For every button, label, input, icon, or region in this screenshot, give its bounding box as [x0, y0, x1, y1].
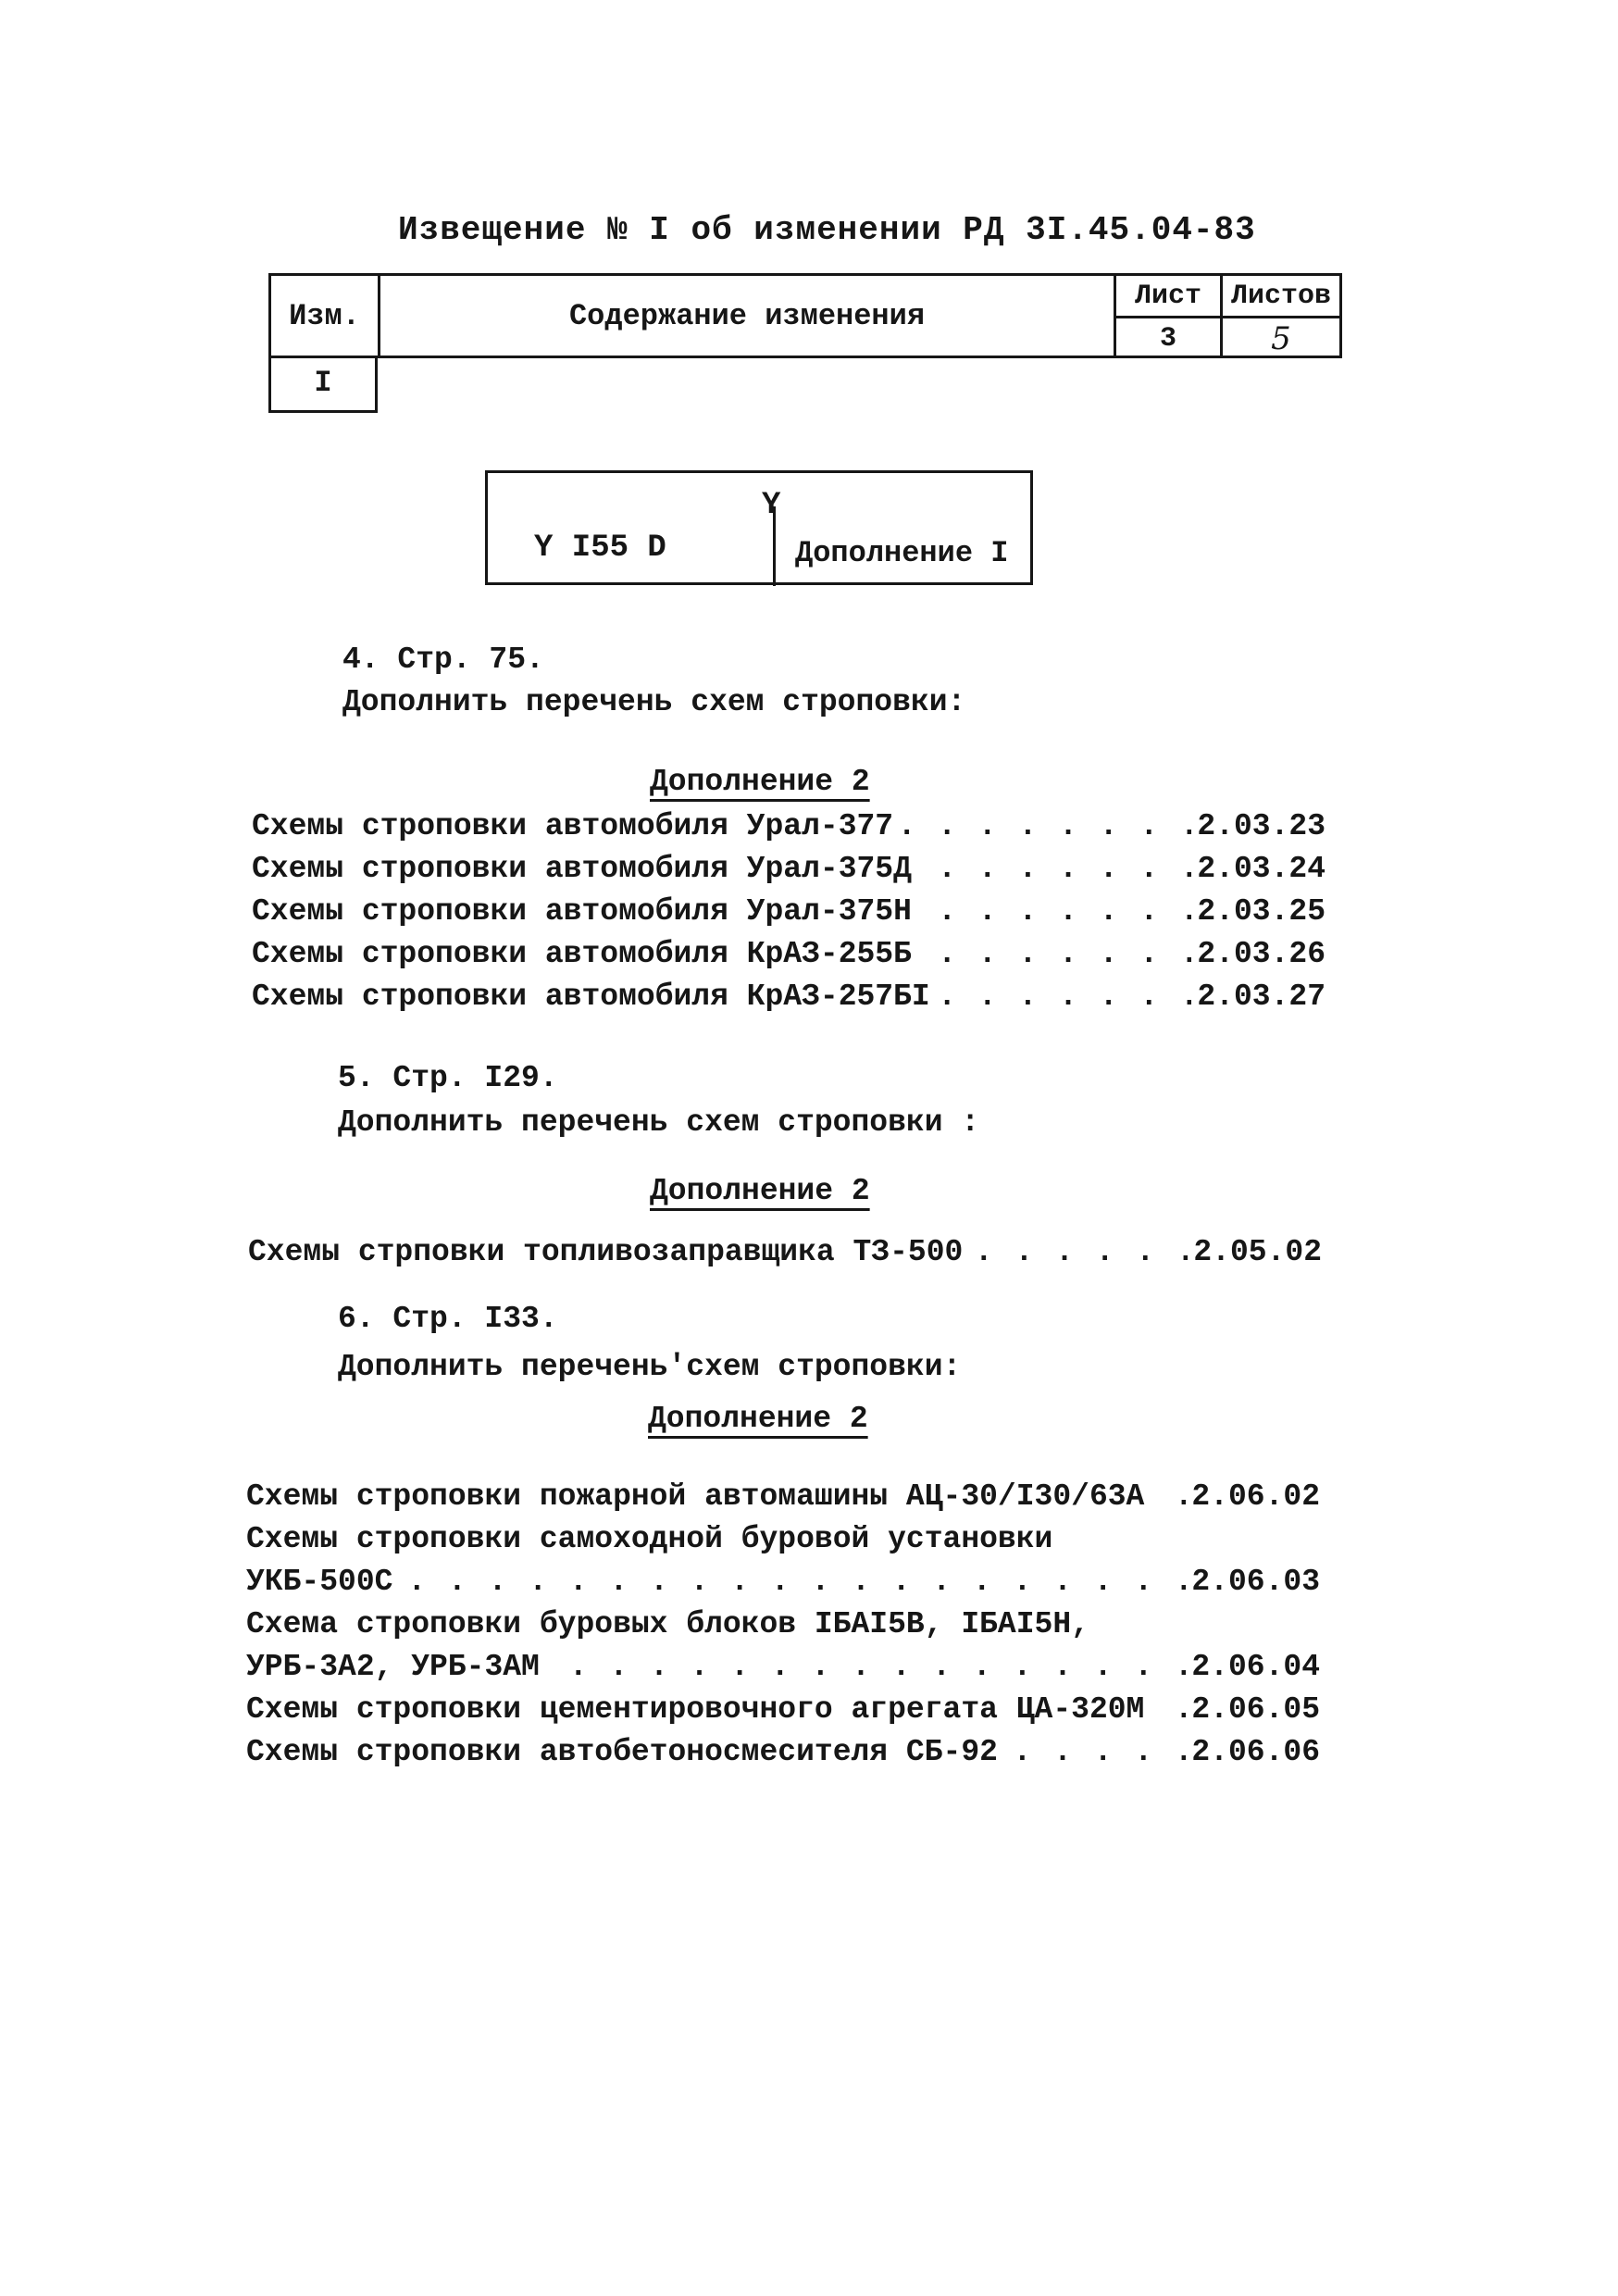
- list-item: [252, 894, 1326, 929]
- item-text: . . . Схемы строповки автомобиля Урал-375Н: [252, 894, 917, 929]
- sheet-label: Лист: [1116, 276, 1220, 318]
- code-box: [485, 470, 1033, 585]
- notice-title: Извещение № I об изменении РД 3I.45.04-83: [398, 211, 1256, 249]
- list-item: [252, 809, 1326, 843]
- content-label: Содержание изменения: [568, 298, 926, 333]
- section-instruction: Дополнить перечень'схем строповки:: [338, 1350, 962, 1384]
- item-ref: 2.03.27: [1191, 980, 1326, 1014]
- sheets-value: 5: [1271, 319, 1291, 357]
- item-text: . . . Схемы строповки автомобиля КрАЗ-255Б: [252, 937, 917, 971]
- list-item: [248, 1235, 1322, 1269]
- list-item: [246, 1650, 1320, 1684]
- section-heading: Дополнение 2: [648, 1402, 868, 1436]
- item-ref: 2.06.04: [1186, 1650, 1320, 1684]
- item-ref: 2.06.02: [1186, 1479, 1320, 1514]
- list-item: [246, 1479, 1320, 1514]
- section-number: 5. Стр. I29.: [338, 1061, 558, 1095]
- item-ref: 2.06.05: [1186, 1692, 1320, 1727]
- item-text: Схема строповки буровых блоков IБАI5В, IБАI5Н,: [246, 1607, 1095, 1641]
- item-text: . . . УРБ-3А2, УРБ-3АМ: [246, 1650, 545, 1684]
- section-heading: Дополнение 2: [650, 765, 870, 799]
- code-mark: Y: [762, 488, 781, 523]
- list-item: [246, 1565, 1320, 1599]
- list-item: [252, 937, 1326, 971]
- item-ref: 2.03.24: [1191, 852, 1326, 886]
- section-number: 6. Стр. I33.: [338, 1302, 558, 1336]
- list-item: [246, 1522, 1320, 1556]
- sheet-value: 3: [1159, 322, 1176, 355]
- izm-value: I: [268, 356, 378, 413]
- code-divider: [773, 506, 776, 586]
- item-text: . . . Схемы стрповки топливозаправщика ТЗ-500: [248, 1235, 968, 1269]
- item-text: . . . Схемы строповки автомобиля Урал-377: [252, 809, 899, 843]
- sheet-column: [1114, 276, 1220, 356]
- item-text: Схемы строповки самоходной буровой установки: [246, 1522, 1058, 1556]
- list-item: [246, 1692, 1320, 1727]
- item-ref: 2.03.26: [1191, 937, 1326, 971]
- sheets-label: Листов: [1223, 276, 1339, 318]
- item-ref: 2.05.02: [1188, 1235, 1322, 1269]
- item-ref: 2.03.25: [1191, 894, 1326, 929]
- item-text: . . . Схемы строповки автомобиля КрАЗ-257БI: [252, 980, 936, 1014]
- item-text: . . . УКБ-500С: [246, 1565, 398, 1599]
- item-ref: 2.06.06: [1186, 1735, 1320, 1769]
- sheets-column: [1220, 276, 1339, 356]
- change-header-table: [268, 273, 1342, 358]
- item-ref: 2.03.23: [1191, 809, 1326, 843]
- code-value: Y I55 D: [534, 530, 666, 566]
- list-item: [246, 1607, 1320, 1641]
- item-text: . . . Схемы строповки пожарной автомашины АЦ-30/I30/63А: [246, 1479, 1150, 1514]
- section-instruction: Дополнить перечень схем строповки :: [338, 1105, 980, 1140]
- section-instruction: Дополнить перечень схем строповки:: [342, 685, 966, 719]
- section-number: 4. Стр. 75.: [342, 643, 544, 677]
- list-item: [252, 980, 1326, 1014]
- section-heading: Дополнение 2: [650, 1174, 870, 1208]
- item-ref: 2.06.03: [1186, 1565, 1320, 1599]
- item-text: . . . Схемы строповки автомобиля Урал-375Д: [252, 852, 917, 886]
- list-item: [252, 852, 1326, 886]
- code-supplement: Дополнение I: [795, 536, 1009, 570]
- item-text: . . . Схемы строповки цементировочного агрегата ЦА-320М: [246, 1692, 1150, 1727]
- item-text: . . . Схемы строповки автобетоносмесителя СБ-92: [246, 1735, 1003, 1769]
- list-item: [246, 1735, 1320, 1769]
- izm-label: Изм.: [271, 276, 380, 356]
